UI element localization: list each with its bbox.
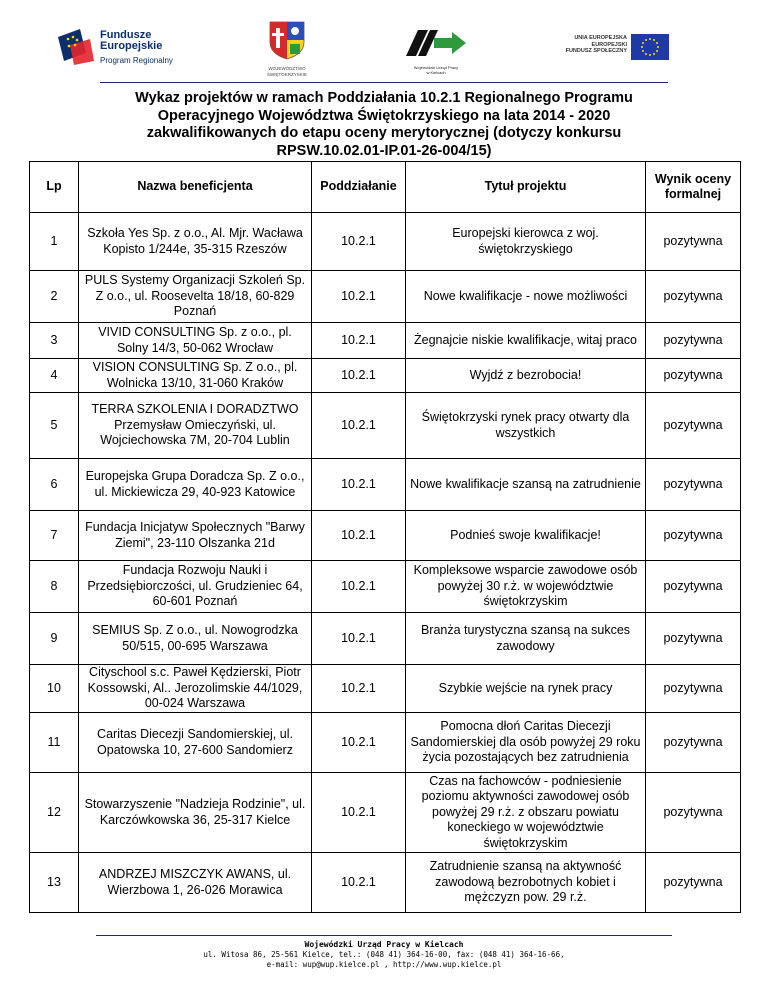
- cell-tytul: Szybkie wejście na rynek pracy: [406, 665, 646, 713]
- header-wynik: Wynik oceny formalnej: [646, 162, 741, 213]
- wup-icon: [404, 26, 468, 60]
- cell-poddzialanie: 10.2.1: [312, 213, 406, 271]
- woj-caption-1: WOJEWÓDZTWO: [268, 66, 306, 71]
- cell-lp: 6: [30, 459, 79, 511]
- cell-wynik: pozytywna: [646, 459, 741, 511]
- cell-nazwa: TERRA SZKOLENIA I DORADZTWO Przemysław Omieczyński, ul. Wojciechowska 7M, 20-704 Lublin: [79, 393, 312, 459]
- fundusze-europejskie-icon: [56, 27, 96, 67]
- cell-tytul: Wyjdź z bezrobocia!: [406, 359, 646, 393]
- cell-tytul: Branża turystyczna szansą na sukces zawodowy: [406, 613, 646, 665]
- table-row: [30, 613, 741, 665]
- wup-caption-1: Wojewódzki Urząd Pracy: [413, 65, 459, 70]
- title-line-3: zakwalifikowanych do etapu oceny merytorycznej (dotyczy konkursu: [146, 125, 622, 141]
- cell-poddzialanie: 10.2.1: [312, 359, 406, 393]
- cell-tytul: Zatrudnienie szansą na aktywność zawodową bezrobotnych kobiet i mężczyzn pow. 29 r.ż.: [406, 853, 646, 913]
- wojewodztwo-logo: [262, 20, 312, 76]
- cell-wynik: pozytywna: [646, 511, 741, 561]
- projects-table: [29, 161, 741, 913]
- cell-lp: 1: [30, 213, 79, 271]
- coat-of-arms-icon: [268, 20, 306, 60]
- table-row: [30, 459, 741, 511]
- ue-line3: FUNDUSZ SPOŁECZNY: [565, 48, 627, 54]
- eu-flag-icon: [631, 34, 669, 60]
- fe-line3: Program Regionalny: [100, 56, 173, 65]
- cell-poddzialanie: 10.2.1: [312, 459, 406, 511]
- cell-poddzialanie: 10.2.1: [312, 853, 406, 913]
- cell-lp: 9: [30, 613, 79, 665]
- cell-poddzialanie: 10.2.1: [312, 511, 406, 561]
- cell-nazwa: Stowarzyszenie "Nadzieja Rodzinie", ul. Karczówkowska 36, 25-317 Kielce: [79, 773, 312, 853]
- fundusze-europejskie-logo: [56, 27, 196, 67]
- cell-tytul: Podnieś swoje kwalifikacje!: [406, 511, 646, 561]
- cell-nazwa: Europejska Grupa Doradcza Sp. Z o.o., ul. Mickiewicza 29, 40-923 Katowice: [79, 459, 312, 511]
- table-row: [30, 323, 741, 359]
- cell-lp: 13: [30, 853, 79, 913]
- woj-caption-2: ŚWIĘTOKRZYSKIE: [267, 72, 307, 77]
- cell-poddzialanie: 10.2.1: [312, 665, 406, 713]
- cell-nazwa: SEMIUS Sp. Z o.o., ul. Nowogrodzka 50/515, 00-695 Warszawa: [79, 613, 312, 665]
- table-row: [30, 271, 741, 323]
- table-row: [30, 511, 741, 561]
- table-body: [30, 213, 741, 913]
- cell-nazwa: Caritas Diecezji Sandomierskiej, ul. Opatowska 10, 27-600 Sandomierz: [79, 713, 312, 773]
- cell-lp: 5: [30, 393, 79, 459]
- cell-poddzialanie: 10.2.1: [312, 613, 406, 665]
- cell-tytul: Pomocna dłoń Caritas Diecezji Sandomierskiej dla osób powyżej 29 roku życia pozostających bez zatrudnienia: [406, 713, 646, 773]
- footer: [60, 940, 708, 970]
- wup-caption-2: w Kielcach: [426, 70, 446, 75]
- cell-poddzialanie: 10.2.1: [312, 561, 406, 613]
- fe-line2: Europejskie: [100, 40, 163, 52]
- cell-nazwa: Szkoła Yes Sp. z o.o., Al. Mjr. Wacława Kopisto 1/244e, 35-315 Rzeszów: [79, 213, 312, 271]
- cell-wynik: pozytywna: [646, 359, 741, 393]
- footer-address: ul. Witosa 86, 25-561 Kielce, tel.: (048 41) 364-16-00, fax: (048 41) 364-16-66,: [203, 950, 565, 959]
- footer-contact: e-mail: wup@wup.kielce.pl , http://www.wup.kielce.pl: [266, 960, 502, 969]
- table-header-row: [30, 162, 741, 213]
- cell-wynik: pozytywna: [646, 713, 741, 773]
- cell-nazwa: Cityschool s.c. Paweł Kędzierski, Piotr Kossowski, Al.. Jerozolimskie 44/1029, 00-024 Warszawa: [79, 665, 312, 713]
- cell-nazwa: VISION CONSULTING Sp. Z o.o., pl. Wolnicka 13/10, 31-060 Kraków: [79, 359, 312, 393]
- cell-wynik: pozytywna: [646, 613, 741, 665]
- cell-poddzialanie: 10.2.1: [312, 323, 406, 359]
- fe-line1: Fundusze: [100, 29, 152, 41]
- cell-tytul: Świętokrzyski rynek pracy otwarty dla wszystkich: [406, 393, 646, 459]
- cell-wynik: pozytywna: [646, 773, 741, 853]
- table-row: [30, 393, 741, 459]
- cell-tytul: Nowe kwalifikacje szansą na zatrudnienie: [406, 459, 646, 511]
- header-tytul: Tytuł projektu: [406, 162, 646, 213]
- cell-wynik: pozytywna: [646, 271, 741, 323]
- table-row: [30, 359, 741, 393]
- table-row: [30, 213, 741, 271]
- page-title: [60, 90, 708, 160]
- table-row: [30, 773, 741, 853]
- cell-wynik: pozytywna: [646, 561, 741, 613]
- wup-logo: [398, 26, 474, 76]
- cell-poddzialanie: 10.2.1: [312, 773, 406, 853]
- cell-lp: 3: [30, 323, 79, 359]
- ue-line1: UNIA EUROPEJSKA: [574, 35, 627, 41]
- cell-wynik: pozytywna: [646, 393, 741, 459]
- cell-nazwa: Fundacja Rozwoju Nauki i Przedsiębiorczości, ul. Grudzieniec 64, 60-601 Poznań: [79, 561, 312, 613]
- cell-tytul: Nowe kwalifikacje - nowe możliwości: [406, 271, 646, 323]
- cell-lp: 7: [30, 511, 79, 561]
- cell-lp: 10: [30, 665, 79, 713]
- cell-poddzialanie: 10.2.1: [312, 713, 406, 773]
- table-row: [30, 665, 741, 713]
- cell-wynik: pozytywna: [646, 323, 741, 359]
- cell-wynik: pozytywna: [646, 853, 741, 913]
- cell-wynik: pozytywna: [646, 213, 741, 271]
- footer-org: Wojewódzki Urząd Pracy w Kielcach: [304, 940, 464, 949]
- cell-lp: 11: [30, 713, 79, 773]
- cell-lp: 12: [30, 773, 79, 853]
- cell-tytul: Żegnajcie niskie kwalifikacje, witaj praco: [406, 323, 646, 359]
- table-row: [30, 713, 741, 773]
- header-divider: [100, 82, 668, 83]
- cell-tytul: Europejski kierowca z woj. świętokrzyskiego: [406, 213, 646, 271]
- cell-poddzialanie: 10.2.1: [312, 393, 406, 459]
- ue-line2: EUROPEJSKI: [591, 41, 627, 48]
- cell-nazwa: PULS Systemy Organizacji Szkoleń Sp. Z o.o., ul. Roosevelta 18/18, 60-829 Poznań: [79, 271, 312, 323]
- cell-tytul: Kompleksowe wsparcie zawodowe osób powyżej 30 r.ż. w województwie świętokrzyskim: [406, 561, 646, 613]
- table-row: [30, 561, 741, 613]
- cell-nazwa: VIVID CONSULTING Sp. z o.o., pl. Solny 14/3, 50-062 Wrocław: [79, 323, 312, 359]
- logo-bar: [0, 0, 768, 80]
- cell-lp: 2: [30, 271, 79, 323]
- unia-europejska-logo: [565, 32, 675, 62]
- title-line-4: RPSW.10.02.01-IP.01-26-004/15): [276, 142, 492, 159]
- title-line-2: Operacyjnego Województwa Świętokrzyskiego na lata 2014 - 2020: [157, 107, 611, 124]
- cell-tytul: Czas na fachowców - podniesienie poziomu aktywności zawodowej osób powyżej 29 r.ż. z obszaru powiatu koneckiego w województwie świętokrzyskim: [406, 773, 646, 853]
- footer-divider: [96, 935, 672, 936]
- cell-lp: 8: [30, 561, 79, 613]
- cell-nazwa: ANDRZEJ MISZCZYK AWANS, ul. Wierzbowa 1, 26-026 Morawica: [79, 853, 312, 913]
- header-lp: Lp: [30, 162, 79, 213]
- cell-nazwa: Fundacja Inicjatyw Społecznych "Barwy Ziemi", 23-110 Olszanka 21d: [79, 511, 312, 561]
- header-nazwa: Nazwa beneficjenta: [79, 162, 312, 213]
- title-line-1: Wykaz projektów w ramach Poddziałania 10.2.1 Regionalnego Programu: [135, 90, 633, 106]
- cell-lp: 4: [30, 359, 79, 393]
- cell-wynik: pozytywna: [646, 665, 741, 713]
- cell-poddzialanie: 10.2.1: [312, 271, 406, 323]
- table-row: [30, 853, 741, 913]
- header-poddzialanie: Poddziałanie: [312, 162, 406, 213]
